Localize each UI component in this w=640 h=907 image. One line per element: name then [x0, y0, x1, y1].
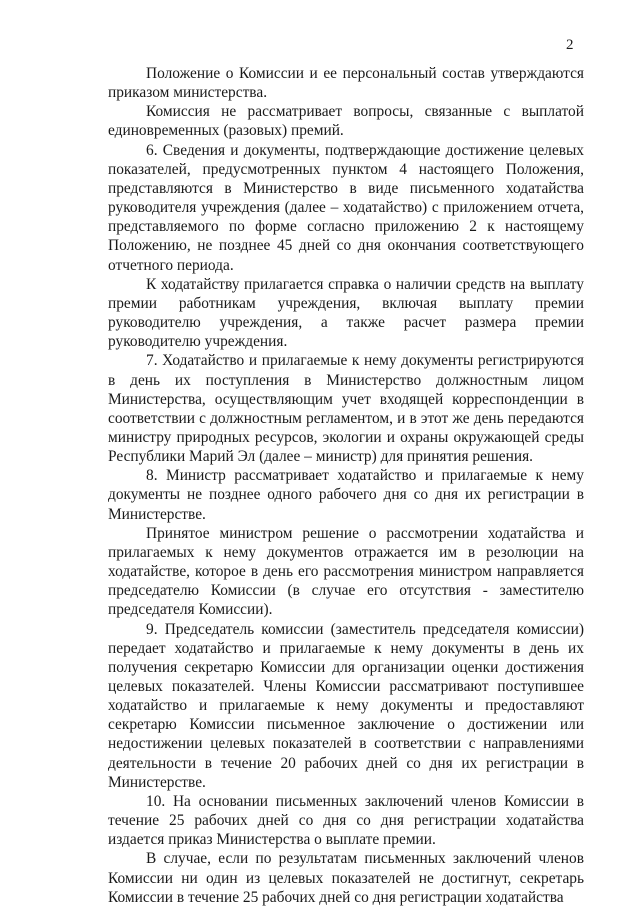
paragraph-item-8: 8. Министр рассматривает ходатайство и прилагаемые к нему документы не позднее одного рабочего дня со дня их регистрации в Министерстве.: [108, 467, 584, 523]
document-body: [108, 64, 584, 907]
page-number: 2: [566, 37, 574, 53]
paragraph-item-9: 9. Председатель комиссии (заместитель председателя комиссии) передает ходатайство и прилагаемые к нему документы в день их получения секретарю Комиссии для организации оценки достижения целевых показателей. Члены Комиссии рассматривают поступившее ходатайство и прилагаемые к нему документы и предоставляют секретарю Комиссии письменное заключение о достижении или недостижении целевых показателей в соответствии с направлениями деятельности в течение 20 рабочих дней со дня их регистрации в Министерстве.: [108, 620, 584, 791]
paragraph-commission-approval: Положение о Комиссии и ее персональный состав утверждаются приказом министерства.: [108, 65, 584, 102]
paragraph-funds-certificate: К ходатайству прилагается справка о наличии средств на выплату премии работникам учреждения, включая выплату премии руководителю учреждения, а также расчет размера премии руководителю учреждения.: [108, 275, 584, 351]
paragraph-minister-decision: Принятое министром решение о рассмотрении ходатайства и прилагаемых к нему документов отражается им в резолюции на ходатайстве, которое в день его рассмотрения министром направляется председателю Комиссии (в случае его отсутствия - заместителю председателя Комиссии).: [108, 524, 584, 619]
paragraph-item-6: 6. Сведения и документы, подтверждающие достижение целевых показателей, предусмотренных пунктом 4 настоящего Положения, представляются в Министерство в виде письменного ходатайства руководителя учреждения (далее – ходатайство) с приложением отчета, представляемого по форме согласно приложению 2 к настоящему Положению, не позднее 45 дней со дня окончания соответствующего отчетного периода.: [108, 141, 584, 274]
paragraph-targets-not-met: В случае, если по результатам письменных заключений членов Комиссии ни один из целевых показателей не достигнут, секретарь Комиссии в течение 25 рабочих дней со дня регистрации ходатайства: [108, 850, 584, 906]
paragraph-one-time-bonuses: Комиссия не рассматривает вопросы, связанные с выплатой единовременных (разовых) премий.: [108, 103, 584, 140]
paragraph-item-7: 7. Ходатайство и прилагаемые к нему документы регистрируются в день их поступления в Министерство должностным лицом Министерства, осуществляющим учет входящей корреспонденции в соответствии с должностным регламентом, и в этот же день передаются министру природных ресурсов, экологии и охраны окружающей среды Республики Марий Эл (далее – министр) для принятия решения.: [108, 352, 584, 466]
paragraph-item-10: 10. На основании письменных заключений членов Комиссии в течение 25 рабочих дней со дня со дня регистрации ходатайства издается приказ Министерства о выплате премии.: [108, 792, 584, 849]
